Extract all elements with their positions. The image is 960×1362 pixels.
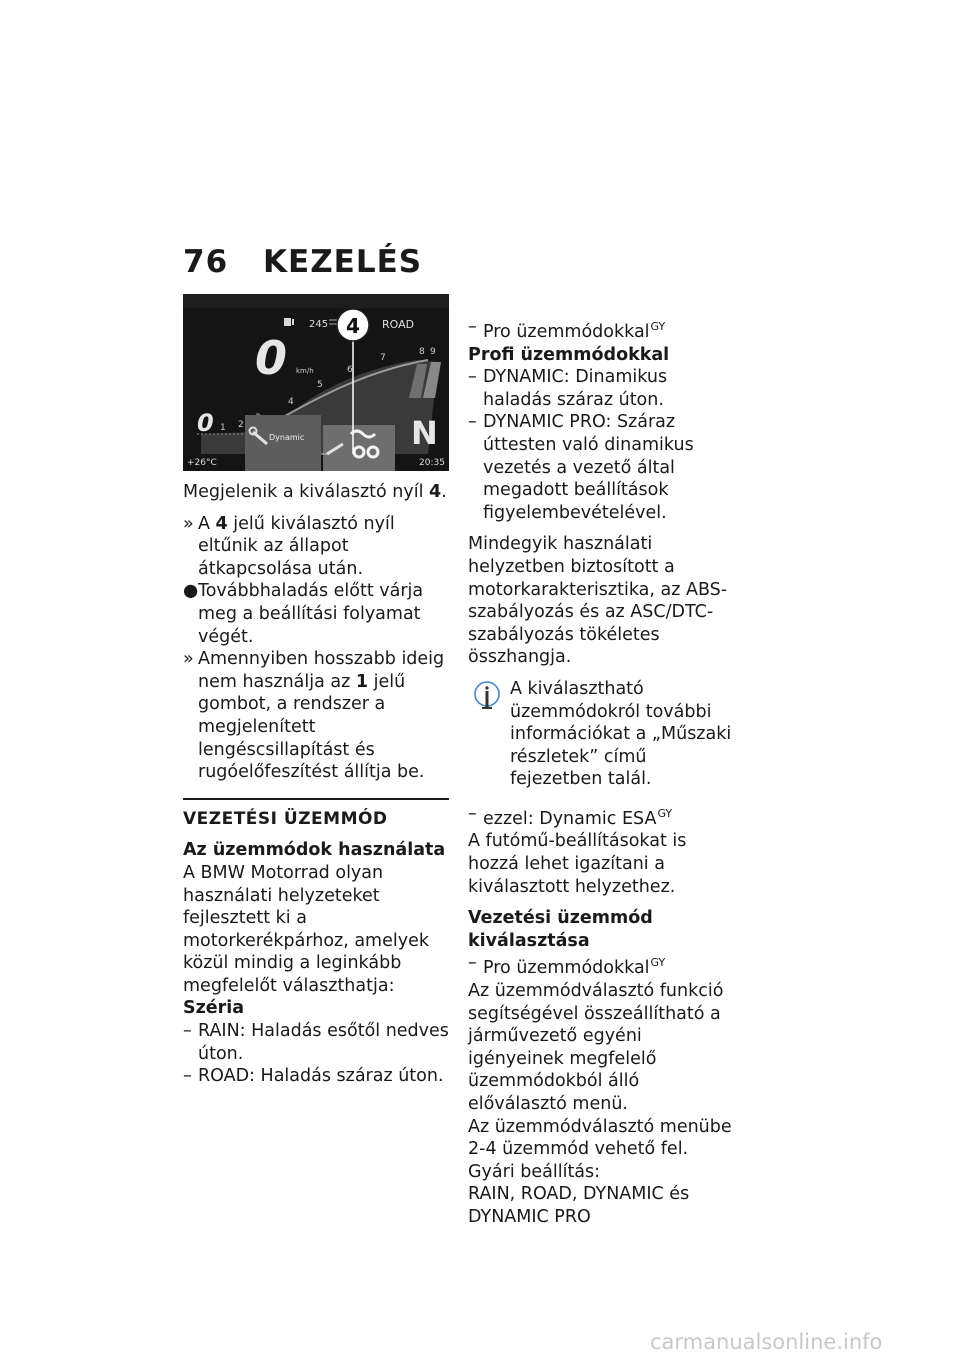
step-result-1: » A 4 jelű kiválasztó nyíl eltűnik az állapot átkapcsolása után. bbox=[183, 513, 395, 579]
section-title: VEZETÉSI ÜZEMMÓD bbox=[183, 808, 388, 829]
esa-note: – ezzel: Dynamic $ESA^{GY}$ bbox=[468, 803, 673, 829]
series-label: Széria bbox=[183, 998, 245, 1019]
svg-text:1: 1 bbox=[220, 423, 226, 433]
subheading: Profi üzemmódokkal bbox=[468, 344, 670, 365]
paragraph: Az üzemmódválasztó funkció segítségével összeállítható a járművezető egyéni igényeinek megfelelő üzemmódokból álló előválasztó menü. bbox=[468, 981, 724, 1114]
factory-value: RAIN, ROAD, DYNAMIC és DYNAMIC PRO bbox=[468, 1184, 690, 1227]
speed-unit: km/h bbox=[296, 367, 314, 375]
fuel-icon bbox=[284, 318, 294, 326]
page-number: 76 bbox=[183, 244, 229, 280]
callout-number: 4 bbox=[346, 314, 360, 338]
svg-text:5: 5 bbox=[317, 380, 323, 390]
subheading: Az üzemmódok használata bbox=[183, 840, 446, 861]
subheading: Vezetési üzemmód kiválasztása bbox=[468, 908, 653, 951]
list-item-road: – ROAD: Haladás száraz úton. bbox=[183, 1066, 444, 1087]
mode-readout: ROAD bbox=[382, 318, 415, 331]
info-icon bbox=[470, 680, 504, 720]
list-item-dynamic-pro: – DYNAMIC PRO: Száraz úttesten való dinamikus vezetés a vezető által megadott beállítások figyelembevételével. bbox=[468, 412, 694, 523]
section-divider bbox=[183, 798, 449, 800]
paragraph: Mindegyik használati helyzetben biztosított a motorkarakterisztika, az ABS-szabályozás és az ASC/DTC-szabályozás tökéletes összhangja. bbox=[468, 534, 728, 668]
bullet-dot-icon: ● bbox=[183, 581, 199, 602]
svg-text:9: 9 bbox=[430, 347, 436, 357]
factory-label: Gyári beállítás: bbox=[468, 1161, 601, 1182]
svg-text:7: 7 bbox=[380, 353, 386, 363]
paragraph: A BMW Motorrad olyan használati helyzeteket fejlesztett ki a motorkerékpárhoz, amelyek közül mindig a leginkább megfelelőt választhatja: bbox=[183, 862, 429, 996]
range-readout: 245 bbox=[309, 319, 329, 330]
caption: Megjelenik a kiválasztó nyíl 4. bbox=[183, 482, 447, 502]
result-arrow-icon: » bbox=[183, 649, 194, 670]
clock-readout: 20:35 bbox=[419, 458, 445, 468]
bullet-item: ● Továbbhaladás előtt várja meg a beállítási folyamat végét. bbox=[183, 581, 424, 647]
info-note: A kiválasztható üzemmódokról további információkat a „Műszaki részletek” című fejezetben talál. bbox=[468, 678, 734, 791]
step-result-2: » Amennyiben hosszabb ideig nem használja az 1 jelű gombot, a rendszer a megjelenített lengéscsillapítást és rugóelőfeszítést állítja be. bbox=[183, 649, 445, 783]
pro-note: – Pro üzemmódokkal$^{GY}$ bbox=[468, 953, 666, 979]
paragraph: Az üzemmódválasztó menübe 2-4 üzemmód vehető fel. bbox=[468, 1116, 732, 1160]
svg-text:8: 8 bbox=[419, 347, 425, 357]
result-arrow-icon: » bbox=[183, 513, 194, 534]
list-item-dynamic: – DYNAMIC: Dinamikus haladás száraz úton. bbox=[468, 367, 668, 410]
paragraph: A futómű-beállításokat is hozzá lehet igazítani a kiválasztott helyzethez. bbox=[468, 831, 687, 897]
left-column bbox=[183, 294, 449, 1088]
ride-mode-label: Dynamic bbox=[269, 433, 305, 442]
pro-note: – Pro üzemmódokkal$^{GY}$ bbox=[468, 317, 666, 342]
gear-display: 0 bbox=[197, 409, 214, 437]
neutral-indicator: N bbox=[411, 414, 438, 452]
svg-text:2: 2 bbox=[238, 420, 244, 430]
svg-text:4: 4 bbox=[288, 397, 294, 407]
right-column bbox=[468, 316, 734, 1229]
chapter-title: KEZELÉS bbox=[263, 244, 423, 280]
svg-text:6: 6 bbox=[347, 365, 353, 375]
watermark: carmanualsonline.info bbox=[650, 1330, 883, 1354]
list-item-rain: – RAIN: Haladás esőtől nedves úton. bbox=[183, 1021, 449, 1064]
speed-readout: 0 bbox=[255, 331, 288, 385]
temperature-readout: +26°C bbox=[187, 458, 217, 468]
dashboard-image bbox=[183, 294, 449, 471]
page-header bbox=[183, 244, 422, 280]
